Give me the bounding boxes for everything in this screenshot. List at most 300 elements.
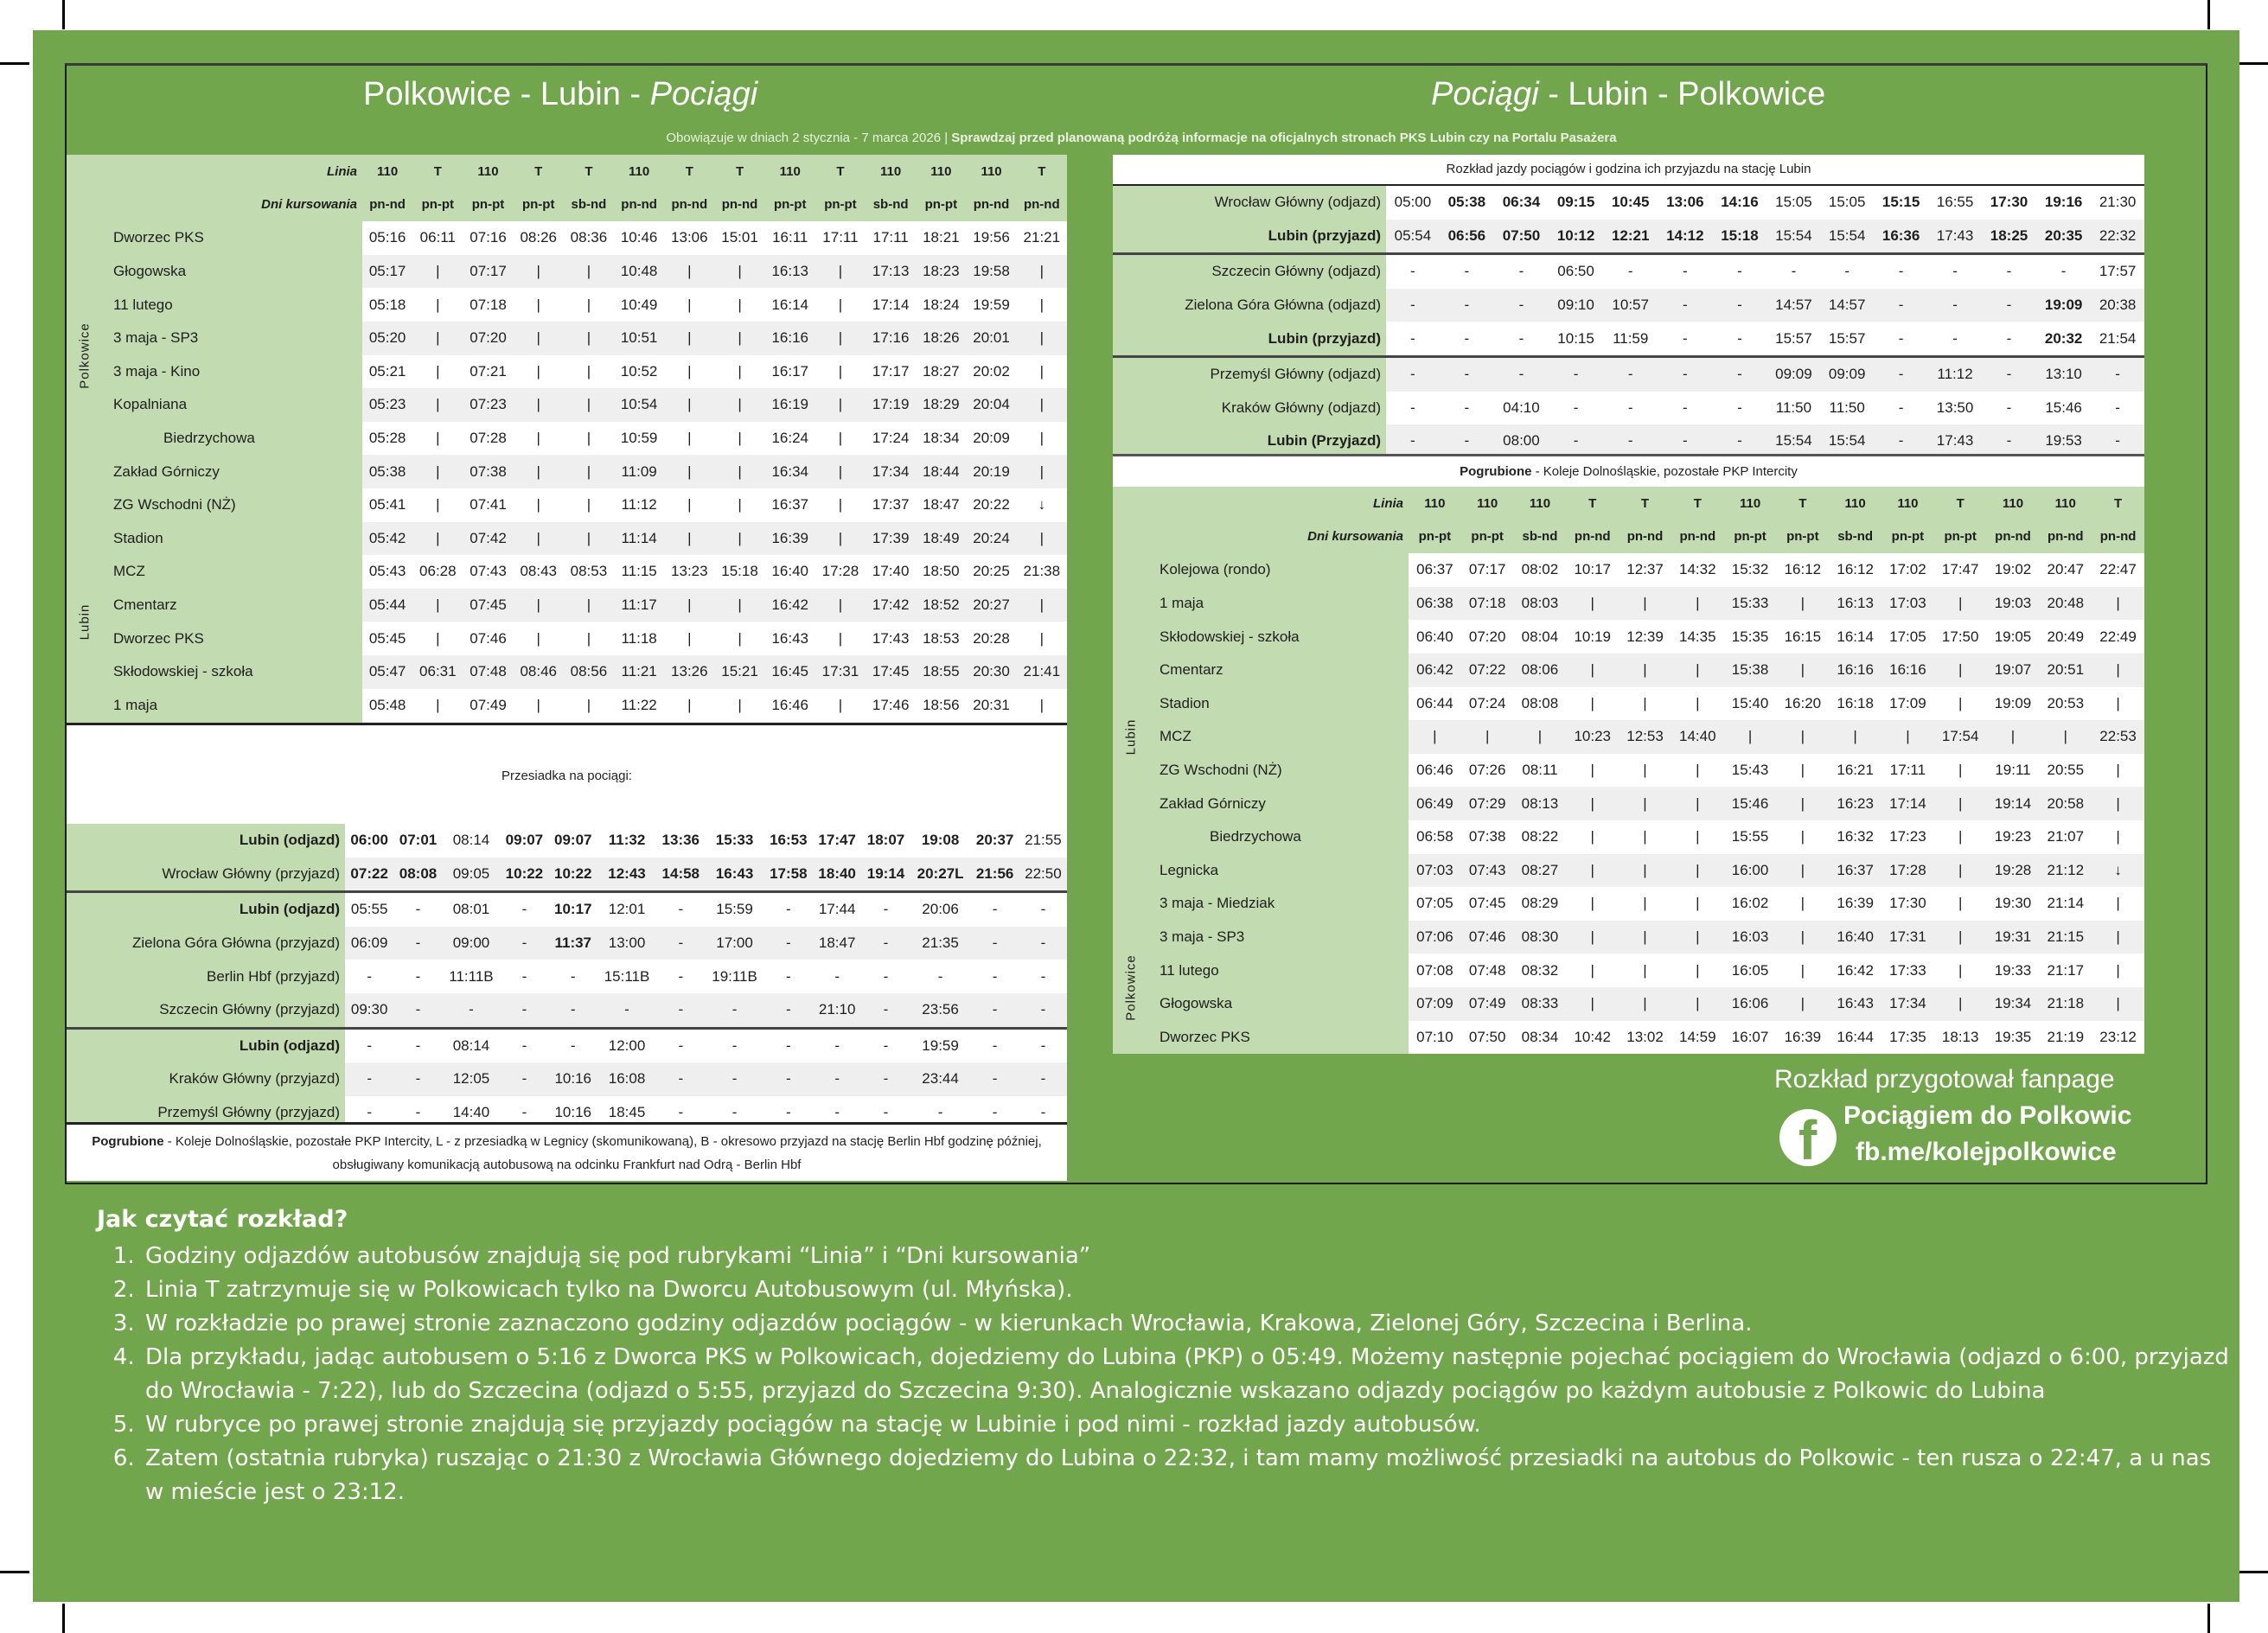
train-time: - bbox=[1767, 254, 1821, 289]
train-time: - bbox=[1712, 356, 1766, 391]
departure-time: | bbox=[1619, 654, 1671, 687]
departure-time: 22:53 bbox=[2092, 720, 2144, 754]
stop-group-label bbox=[1113, 921, 1149, 1054]
train-row bbox=[67, 892, 1067, 927]
departure-time: 17:31 bbox=[815, 655, 866, 689]
stop-name: MCZ bbox=[1149, 720, 1409, 754]
crop-mark bbox=[0, 1571, 29, 1573]
departure-time: 16:46 bbox=[765, 689, 815, 723]
crop-mark bbox=[62, 0, 65, 29]
departure-time: 05:16 bbox=[362, 221, 412, 255]
departure-time: 07:38 bbox=[463, 455, 513, 488]
stop-name: Legnicka bbox=[1149, 854, 1409, 888]
line-number: 110 bbox=[1514, 487, 1567, 520]
departure-time: 20:25 bbox=[966, 555, 1016, 589]
train-time: 15:05 bbox=[1820, 186, 1874, 220]
departure-time: 10:52 bbox=[614, 355, 664, 389]
departure-time: | bbox=[564, 455, 614, 488]
departure-time: 19:07 bbox=[1987, 654, 2040, 687]
departure-time: 21:19 bbox=[2039, 1021, 2092, 1055]
departure-time: 20:04 bbox=[966, 388, 1016, 422]
departure-time: | bbox=[664, 388, 714, 422]
departure-time: 07:45 bbox=[1461, 887, 1514, 921]
table-row bbox=[67, 288, 1067, 322]
train-time: - bbox=[1386, 424, 1440, 458]
departure-time: 16:37 bbox=[765, 488, 815, 522]
departure-time: 17:37 bbox=[866, 488, 916, 522]
days-of-operation: pn-nd bbox=[1566, 520, 1619, 554]
days-of-operation: sb-nd bbox=[866, 188, 916, 222]
departure-time: | bbox=[1671, 987, 1724, 1021]
departure-time: 18:26 bbox=[916, 322, 966, 355]
train-time: 10:22 bbox=[500, 858, 548, 892]
line-number: T bbox=[1566, 487, 1619, 520]
departure-time: 19:33 bbox=[1987, 954, 2040, 987]
departure-time: 08:27 bbox=[1514, 854, 1567, 888]
line-number: 110 bbox=[1987, 487, 2040, 520]
departure-time: | bbox=[564, 488, 614, 522]
departure-time: 20:47 bbox=[2039, 553, 2092, 587]
departure-time: | bbox=[1566, 987, 1619, 1021]
days-of-operation: pn-nd bbox=[714, 188, 764, 222]
departure-time: | bbox=[1776, 720, 1829, 754]
departure-time: 07:49 bbox=[1461, 987, 1514, 1021]
departure-time: 07:16 bbox=[463, 221, 513, 255]
departure-time: | bbox=[664, 322, 714, 355]
line-number: T bbox=[412, 155, 463, 188]
train-time: - bbox=[764, 993, 813, 1028]
departure-time: 06:28 bbox=[412, 555, 463, 589]
train-time: - bbox=[1440, 289, 1494, 322]
departure-time: 07:26 bbox=[1461, 754, 1514, 788]
train-time: - bbox=[500, 892, 548, 927]
stop-name: Zakład Górniczy bbox=[1149, 787, 1409, 820]
departure-time: | bbox=[1671, 654, 1724, 687]
train-row bbox=[1113, 424, 2144, 458]
days-of-operation: pn-nd bbox=[1619, 520, 1671, 554]
crop-mark bbox=[2239, 62, 2268, 65]
departure-time: 17:31 bbox=[1881, 921, 1934, 954]
departure-time: | bbox=[815, 388, 866, 422]
line-number: 110 bbox=[1724, 487, 1777, 520]
departure-time: 08:26 bbox=[514, 221, 564, 255]
departure-time: 16:42 bbox=[1829, 954, 1881, 987]
departure-time: 08:02 bbox=[1514, 553, 1567, 587]
departure-time: | bbox=[664, 422, 714, 456]
departure-time: | bbox=[1619, 820, 1671, 854]
train-time: 07:22 bbox=[345, 858, 393, 892]
departure-time: 20:28 bbox=[966, 622, 1016, 655]
stop-name: Dworzec PKS bbox=[103, 622, 362, 655]
departure-time: 18:55 bbox=[916, 655, 966, 689]
train-time: - bbox=[1019, 960, 1067, 993]
departure-time: 17:14 bbox=[866, 288, 916, 322]
departure-time: 16:37 bbox=[1829, 854, 1881, 888]
train-time: 20:37 bbox=[970, 824, 1019, 858]
table-row bbox=[1113, 654, 2144, 687]
train-time: - bbox=[1603, 356, 1658, 391]
days-of-operation: pn-pt bbox=[412, 188, 463, 222]
train-time: - bbox=[1019, 1062, 1067, 1096]
train-time: - bbox=[500, 927, 548, 960]
train-time: 19:59 bbox=[910, 1028, 971, 1062]
departure-time: | bbox=[1934, 921, 1987, 954]
departure-time: 23:12 bbox=[2092, 1021, 2144, 1055]
departure-time: 17:09 bbox=[1881, 687, 1934, 721]
train-time: - bbox=[970, 960, 1019, 993]
departure-time: 15:32 bbox=[1724, 553, 1777, 587]
crop-mark bbox=[0, 62, 29, 65]
train-time: 13:06 bbox=[1658, 186, 1712, 220]
departure-time: | bbox=[1619, 887, 1671, 921]
train-row bbox=[67, 993, 1067, 1028]
departure-time: | bbox=[412, 522, 463, 556]
departure-time: | bbox=[412, 622, 463, 655]
departure-time: 08:06 bbox=[1514, 654, 1567, 687]
departure-time: | bbox=[714, 322, 764, 355]
days-of-operation: pn-pt bbox=[765, 188, 815, 222]
how-to-read-item: 2. Linia T zatrzymuje się w Polkowicach tylko na Dworcu Autobusowym (ul. Młyńska). bbox=[142, 1273, 2234, 1307]
stop-group-label bbox=[1113, 553, 1149, 921]
train-time: - bbox=[1928, 289, 1982, 322]
departure-time: 17:35 bbox=[1881, 1021, 1934, 1055]
station-name: Szczecin Główny (przyjazd) bbox=[67, 993, 345, 1028]
departure-time: 07:09 bbox=[1409, 987, 1461, 1021]
departure-time: 05:45 bbox=[362, 622, 412, 655]
train-time: - bbox=[705, 1062, 763, 1096]
departure-time: 07:46 bbox=[1461, 921, 1514, 954]
departure-time: | bbox=[412, 288, 463, 322]
departure-time: 21:41 bbox=[1017, 655, 1067, 689]
departure-time: 17:17 bbox=[866, 355, 916, 389]
train-time: 20:38 bbox=[2091, 289, 2144, 322]
train-time: 14:16 bbox=[1712, 186, 1766, 220]
train-time: 15:59 bbox=[705, 892, 763, 927]
train-time: - bbox=[1982, 424, 2036, 458]
departure-time: | bbox=[1829, 720, 1881, 754]
train-time: 10:15 bbox=[1549, 322, 1603, 356]
departure-time: | bbox=[1514, 720, 1567, 754]
train-time: - bbox=[705, 1028, 763, 1062]
departure-time: 17:34 bbox=[866, 455, 916, 488]
train-time: 21:35 bbox=[910, 927, 971, 960]
departure-time: 06:42 bbox=[1409, 654, 1461, 687]
departure-time: 07:21 bbox=[463, 355, 513, 389]
departure-time: 18:24 bbox=[916, 288, 966, 322]
departure-time: 15:35 bbox=[1724, 620, 1777, 654]
departure-time: | bbox=[1566, 820, 1619, 854]
train-time: 14:58 bbox=[656, 858, 705, 892]
train-time: 08:14 bbox=[443, 824, 501, 858]
train-time: 17:43 bbox=[1928, 220, 1982, 254]
departure-time: | bbox=[1671, 587, 1724, 621]
train-time: 14:12 bbox=[1658, 220, 1712, 254]
right-title-text: - Lubin - Polkowice bbox=[1538, 76, 1826, 112]
train-time: 12:43 bbox=[597, 858, 656, 892]
departure-time: | bbox=[2092, 654, 2144, 687]
crop-mark bbox=[2207, 0, 2210, 29]
departure-time: | bbox=[815, 455, 866, 488]
departure-time: 15:18 bbox=[714, 555, 764, 589]
train-time: 22:50 bbox=[1019, 858, 1067, 892]
departure-time: | bbox=[1566, 754, 1619, 788]
departure-time: 08:43 bbox=[514, 555, 564, 589]
train-time: - bbox=[345, 1062, 393, 1096]
departure-time: | bbox=[1934, 987, 1987, 1021]
train-time: 18:47 bbox=[813, 927, 861, 960]
line-number: 110 bbox=[1409, 487, 1461, 520]
train-time: 15:46 bbox=[2036, 392, 2091, 425]
line-number: T bbox=[815, 155, 866, 188]
train-time: - bbox=[656, 1028, 705, 1062]
train-time: 15:54 bbox=[1767, 424, 1821, 458]
train-time: - bbox=[500, 1096, 548, 1130]
departure-time: | bbox=[1566, 954, 1619, 987]
train-time: - bbox=[764, 1096, 813, 1130]
departure-time: 11:21 bbox=[614, 655, 664, 689]
train-time: 15:33 bbox=[705, 824, 763, 858]
train-time: - bbox=[1386, 356, 1440, 391]
departure-time: | bbox=[2092, 887, 2144, 921]
train-time: - bbox=[1603, 254, 1658, 289]
how-to-read-title: Jak czytać rozkład? bbox=[97, 1206, 348, 1233]
train-time: - bbox=[1440, 254, 1494, 289]
train-time: 15:05 bbox=[1767, 186, 1821, 220]
station-name: Berlin Hbf (przyjazd) bbox=[67, 960, 345, 993]
departure-time: 07:17 bbox=[1461, 553, 1514, 587]
train-time: - bbox=[1874, 392, 1928, 425]
days-of-operation: pn-nd bbox=[2039, 520, 2092, 554]
departure-time: 20:19 bbox=[966, 455, 1016, 488]
stop-name: Biedrzychowa bbox=[103, 422, 362, 456]
train-time: - bbox=[1603, 424, 1658, 458]
days-of-operation: pn-pt bbox=[815, 188, 866, 222]
departure-time: | bbox=[1671, 854, 1724, 888]
departure-time: | bbox=[564, 622, 614, 655]
line-number: 110 bbox=[362, 155, 412, 188]
train-time: 12:21 bbox=[1603, 220, 1658, 254]
train-time: 06:50 bbox=[1549, 254, 1603, 289]
train-time: 15:57 bbox=[1767, 322, 1821, 356]
departure-time: 10:59 bbox=[614, 422, 664, 456]
train-time: 05:55 bbox=[345, 892, 393, 927]
train-time: - bbox=[656, 1096, 705, 1130]
departure-time: 10:46 bbox=[614, 221, 664, 255]
departure-time: | bbox=[1776, 854, 1829, 888]
train-time: 11:32 bbox=[597, 824, 656, 858]
departure-time: | bbox=[1017, 589, 1067, 622]
train-time: - bbox=[549, 1028, 597, 1062]
departure-time: 16:18 bbox=[1829, 687, 1881, 721]
departure-time: | bbox=[1619, 954, 1671, 987]
train-time: 09:10 bbox=[1549, 289, 1603, 322]
departure-time: 05:41 bbox=[362, 488, 412, 522]
table-row bbox=[1113, 887, 2144, 921]
departure-time: 19:34 bbox=[1987, 987, 2040, 1021]
train-time: 06:00 bbox=[345, 824, 393, 858]
departure-time: | bbox=[1671, 687, 1724, 721]
train-time: - bbox=[1440, 424, 1494, 458]
departure-time: 14:32 bbox=[1671, 553, 1724, 587]
departure-time: 07:22 bbox=[1461, 654, 1514, 687]
departure-time: 10:48 bbox=[614, 255, 664, 289]
days-of-operation: pn-nd bbox=[1987, 520, 2040, 554]
departure-time: 06:46 bbox=[1409, 754, 1461, 788]
train-row bbox=[1113, 322, 2144, 356]
departure-time: 18:34 bbox=[916, 422, 966, 456]
train-time: - bbox=[1658, 356, 1712, 391]
stop-name: 11 lutego bbox=[1149, 954, 1409, 987]
departure-time: 16:14 bbox=[765, 288, 815, 322]
departure-time: 07:18 bbox=[1461, 587, 1514, 621]
departure-time: 19:31 bbox=[1987, 921, 2040, 954]
train-time: - bbox=[1386, 289, 1440, 322]
train-time: 10:57 bbox=[1603, 289, 1658, 322]
line-number: 110 bbox=[966, 155, 1016, 188]
departure-time: | bbox=[1017, 522, 1067, 556]
departure-time: 07:38 bbox=[1461, 820, 1514, 854]
facebook-icon[interactable]: f bbox=[1779, 1109, 1837, 1166]
line-number: 110 bbox=[2039, 487, 2092, 520]
departure-time: 08:33 bbox=[1514, 987, 1567, 1021]
train-time: - bbox=[2091, 424, 2144, 458]
stop-name: Skłodowskiej - szkoła bbox=[1149, 620, 1409, 654]
train-time: - bbox=[393, 993, 442, 1028]
departure-time: 17:34 bbox=[1881, 987, 1934, 1021]
departure-time: 05:20 bbox=[362, 322, 412, 355]
departure-time: | bbox=[1776, 921, 1829, 954]
departure-time: | bbox=[514, 388, 564, 422]
departure-time: 06:49 bbox=[1409, 787, 1461, 820]
table-row bbox=[67, 622, 1067, 655]
departure-time: 07:43 bbox=[1461, 854, 1514, 888]
departure-time: | bbox=[412, 355, 463, 389]
table-row bbox=[67, 589, 1067, 622]
departure-time: | bbox=[664, 288, 714, 322]
departure-time: 19:59 bbox=[966, 288, 1016, 322]
departure-time: | bbox=[1776, 987, 1829, 1021]
departure-time: 08:03 bbox=[1514, 587, 1567, 621]
departure-time: 16:13 bbox=[765, 255, 815, 289]
departure-time: 07:28 bbox=[463, 422, 513, 456]
train-time: - bbox=[764, 960, 813, 993]
departure-time: | bbox=[815, 622, 866, 655]
train-time: - bbox=[861, 892, 910, 927]
train-time: 20:35 bbox=[2036, 220, 2091, 254]
departure-time: 17:54 bbox=[1934, 720, 1987, 754]
train-row bbox=[67, 824, 1067, 858]
departure-time: | bbox=[564, 255, 614, 289]
departure-time: 06:44 bbox=[1409, 687, 1461, 721]
days-label: Dni kursowania bbox=[1113, 520, 1409, 554]
departure-time: | bbox=[1671, 820, 1724, 854]
train-time: 09:30 bbox=[345, 993, 393, 1028]
departure-time: | bbox=[1017, 255, 1067, 289]
departure-time: | bbox=[2092, 987, 2144, 1021]
departure-time: | bbox=[412, 589, 463, 622]
train-time: 12:00 bbox=[597, 1028, 656, 1062]
train-time: - bbox=[1982, 322, 2036, 356]
train-time: 14:57 bbox=[1820, 289, 1874, 322]
line-number: 110 bbox=[916, 155, 966, 188]
departure-time: 07:41 bbox=[463, 488, 513, 522]
days-label: Dni kursowania bbox=[67, 188, 362, 222]
days-of-operation: pn-nd bbox=[2092, 520, 2144, 554]
train-time: - bbox=[1658, 289, 1712, 322]
stop-name: ZG Wschodni (NŻ) bbox=[1149, 754, 1409, 788]
departure-time: 21:21 bbox=[1017, 221, 1067, 255]
departure-time: | bbox=[2092, 820, 2144, 854]
right-trains-table bbox=[1113, 186, 2144, 458]
train-time: 06:34 bbox=[1494, 186, 1549, 220]
departure-time: 07:20 bbox=[1461, 620, 1514, 654]
train-time: - bbox=[970, 1062, 1019, 1096]
departure-time: | bbox=[1619, 754, 1671, 788]
departure-time: 18:21 bbox=[916, 221, 966, 255]
right-title-italic: Pociągi bbox=[1431, 76, 1539, 112]
departure-time: 16:14 bbox=[1829, 620, 1881, 654]
departure-time: 20:49 bbox=[2039, 620, 2092, 654]
departure-time: | bbox=[714, 522, 764, 556]
departure-time: 12:37 bbox=[1619, 553, 1671, 587]
train-time: - bbox=[1440, 322, 1494, 356]
station-name: Wrocław Główny (odjazd) bbox=[1113, 186, 1386, 220]
departure-time: | bbox=[1017, 388, 1067, 422]
validity-warning: Sprawdzaj przed planowaną podróżą informacje na oficjalnych stronach PKS Lubin czy na Portalu Pasażera bbox=[951, 131, 1617, 145]
departure-time: 11:18 bbox=[614, 622, 664, 655]
train-time: - bbox=[500, 1062, 548, 1096]
table-row bbox=[67, 655, 1067, 689]
departure-time: 18:23 bbox=[916, 255, 966, 289]
departure-time: | bbox=[1934, 587, 1987, 621]
departure-time: 14:35 bbox=[1671, 620, 1724, 654]
departure-time: 18:47 bbox=[916, 488, 966, 522]
train-time: 17:44 bbox=[813, 892, 861, 927]
train-time: 10:45 bbox=[1603, 186, 1658, 220]
right-title bbox=[1431, 76, 1825, 113]
departure-time: | bbox=[1776, 954, 1829, 987]
departure-time: | bbox=[714, 422, 764, 456]
train-time: - bbox=[1874, 322, 1928, 356]
days-of-operation: pn-pt bbox=[463, 188, 513, 222]
train-time: 13:00 bbox=[597, 927, 656, 960]
departure-time: 14:40 bbox=[1671, 720, 1724, 754]
departure-time: 07:29 bbox=[1461, 787, 1514, 820]
departure-time: | bbox=[564, 388, 614, 422]
train-time: - bbox=[1658, 392, 1712, 425]
train-time: 17:58 bbox=[764, 858, 813, 892]
train-time: - bbox=[1019, 1096, 1067, 1130]
fanpage-link[interactable]: fb.me/kolejpolkowice bbox=[1856, 1138, 2117, 1166]
departure-time: | bbox=[1934, 820, 1987, 854]
departure-time: 15:55 bbox=[1724, 820, 1777, 854]
train-time: - bbox=[1549, 392, 1603, 425]
days-of-operation: pn-pt bbox=[514, 188, 564, 222]
departure-time: | bbox=[564, 689, 614, 723]
train-time: - bbox=[345, 1096, 393, 1130]
departure-time: 06:38 bbox=[1409, 587, 1461, 621]
stop-name: Biedrzychowa bbox=[1149, 820, 1409, 854]
table-row bbox=[67, 555, 1067, 589]
departure-time: 16:12 bbox=[1776, 553, 1829, 587]
train-time: - bbox=[1658, 254, 1712, 289]
fanpage-name[interactable]: Pociągiem do Polkowic bbox=[1843, 1101, 2132, 1130]
table-row bbox=[1113, 1021, 2144, 1055]
train-row bbox=[1113, 356, 2144, 391]
station-name: Przemyśl Główny (przyjazd) bbox=[67, 1096, 345, 1130]
departure-time: 10:42 bbox=[1566, 1021, 1619, 1055]
stop-name: 3 maja - Kino bbox=[103, 355, 362, 389]
